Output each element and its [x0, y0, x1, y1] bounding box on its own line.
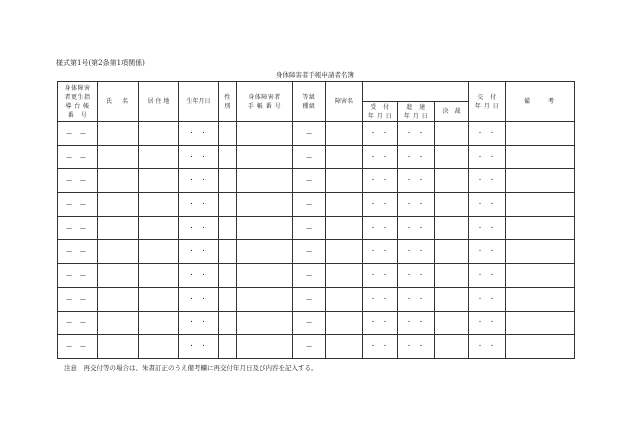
cell-name[interactable] [98, 122, 139, 146]
cell-birthdate[interactable]: ・ ・ [179, 264, 219, 288]
cell-decision[interactable] [435, 264, 469, 288]
col-grade: 等級 種級 [293, 82, 326, 122]
cell-birthdate[interactable]: ・ ・ [179, 335, 219, 359]
cell-residence[interactable] [139, 264, 179, 288]
cell-grade[interactable]: — [293, 193, 326, 217]
cell-issued[interactable]: ・ ・ [469, 122, 506, 146]
cell-grade[interactable]: — [293, 287, 326, 311]
cell-disability-name[interactable] [326, 193, 363, 217]
cell-name[interactable] [98, 287, 139, 311]
footnote: 注意 再交付等の場合は、朱書訂正のうえ備考欄に再交付年月日及び内容を記入する。 [64, 364, 318, 372]
cell-disability-name[interactable] [326, 145, 363, 169]
cell-forwarded[interactable]: ・ ・ [398, 193, 435, 217]
cell-received[interactable]: ・ ・ [363, 335, 398, 359]
cell-issued[interactable]: ・ ・ [469, 311, 506, 335]
cell-issued[interactable]: ・ ・ [469, 264, 506, 288]
col-issued: 交 付 年 月 日 [469, 82, 506, 122]
cell-handbook-no[interactable] [237, 122, 293, 146]
col-residence: 居 住 地 [139, 82, 179, 122]
col-registry-no: 身体障害 者更生指 導 台 帳 番 号 [58, 82, 98, 122]
cell-sex[interactable] [219, 216, 237, 240]
cell-disability-name[interactable] [326, 287, 363, 311]
cell-decision[interactable] [435, 169, 469, 193]
cell-residence[interactable] [139, 335, 179, 359]
cell-registry-no[interactable]: — — [58, 145, 98, 169]
cell-issued[interactable]: ・ ・ [469, 335, 506, 359]
cell-name[interactable] [98, 193, 139, 217]
cell-sex[interactable] [219, 287, 237, 311]
col-disability-name: 障害名 [326, 82, 363, 122]
cell-sex[interactable] [219, 169, 237, 193]
table-row [58, 264, 575, 288]
cell-received[interactable]: ・ ・ [363, 145, 398, 169]
cell-residence[interactable] [139, 122, 179, 146]
cell-disability-name[interactable] [326, 240, 363, 264]
col-processing-group [363, 82, 469, 102]
cell-grade[interactable]: — [293, 311, 326, 335]
cell-residence[interactable] [139, 145, 179, 169]
cell-decision[interactable] [435, 216, 469, 240]
table-row [58, 193, 575, 217]
cell-residence[interactable] [139, 311, 179, 335]
cell-birthdate[interactable]: ・ ・ [179, 311, 219, 335]
cell-received[interactable]: ・ ・ [363, 240, 398, 264]
cell-sex[interactable] [219, 264, 237, 288]
table-row [58, 169, 575, 193]
cell-name[interactable] [98, 240, 139, 264]
cell-registry-no[interactable]: — — [58, 216, 98, 240]
cell-birthdate[interactable]: ・ ・ [179, 240, 219, 264]
cell-registry-no[interactable]: — — [58, 335, 98, 359]
cell-residence[interactable] [139, 169, 179, 193]
cell-forwarded[interactable]: ・ ・ [398, 145, 435, 169]
table-row [58, 122, 575, 146]
cell-decision[interactable] [435, 335, 469, 359]
cell-grade[interactable]: — [293, 335, 326, 359]
cell-remarks[interactable] [506, 145, 575, 169]
cell-issued[interactable]: ・ ・ [469, 216, 506, 240]
col-sex: 性 別 [219, 82, 237, 122]
col-birthdate: 生年月日 [179, 82, 219, 122]
cell-grade[interactable]: — [293, 264, 326, 288]
cell-remarks[interactable] [506, 264, 575, 288]
cell-registry-no[interactable]: — — [58, 264, 98, 288]
table-header-row [58, 82, 575, 102]
cell-remarks[interactable] [506, 193, 575, 217]
cell-name[interactable] [98, 311, 139, 335]
cell-handbook-no[interactable] [237, 264, 293, 288]
cell-grade[interactable]: — [293, 145, 326, 169]
cell-remarks[interactable] [506, 169, 575, 193]
cell-forwarded[interactable]: ・ ・ [398, 287, 435, 311]
cell-sex[interactable] [219, 193, 237, 217]
cell-decision[interactable] [435, 287, 469, 311]
cell-birthdate[interactable]: ・ ・ [179, 145, 219, 169]
cell-name[interactable] [98, 216, 139, 240]
cell-remarks[interactable] [506, 122, 575, 146]
cell-forwarded[interactable]: ・ ・ [398, 335, 435, 359]
cell-name[interactable] [98, 145, 139, 169]
applicant-register-table [57, 81, 575, 359]
cell-grade[interactable]: — [293, 122, 326, 146]
cell-forwarded[interactable]: ・ ・ [398, 264, 435, 288]
cell-remarks[interactable] [506, 240, 575, 264]
cell-received[interactable]: ・ ・ [363, 169, 398, 193]
cell-handbook-no[interactable] [237, 311, 293, 335]
cell-decision[interactable] [435, 122, 469, 146]
col-name: 氏 名 [98, 82, 139, 122]
cell-residence[interactable] [139, 216, 179, 240]
cell-forwarded[interactable]: ・ ・ [398, 122, 435, 146]
cell-name[interactable] [98, 169, 139, 193]
cell-forwarded[interactable]: ・ ・ [398, 169, 435, 193]
table-row [58, 311, 575, 335]
cell-decision[interactable] [435, 240, 469, 264]
cell-grade[interactable]: — [293, 169, 326, 193]
cell-grade[interactable]: — [293, 240, 326, 264]
cell-name[interactable] [98, 264, 139, 288]
cell-birthdate[interactable]: ・ ・ [179, 193, 219, 217]
cell-disability-name[interactable] [326, 264, 363, 288]
cell-issued[interactable]: ・ ・ [469, 240, 506, 264]
cell-birthdate[interactable]: ・ ・ [179, 287, 219, 311]
cell-remarks[interactable] [506, 335, 575, 359]
cell-sex[interactable] [219, 145, 237, 169]
cell-remarks[interactable] [506, 287, 575, 311]
cell-received[interactable]: ・ ・ [363, 216, 398, 240]
cell-sex[interactable] [219, 311, 237, 335]
cell-issued[interactable]: ・ ・ [469, 145, 506, 169]
table-row [58, 216, 575, 240]
cell-registry-no[interactable]: — — [58, 169, 98, 193]
cell-name[interactable] [98, 335, 139, 359]
cell-forwarded[interactable]: ・ ・ [398, 216, 435, 240]
cell-disability-name[interactable] [326, 335, 363, 359]
cell-birthdate[interactable]: ・ ・ [179, 216, 219, 240]
col-forwarded: 進 達 年 月 日 [398, 102, 435, 122]
col-decision: 決 裁 [435, 102, 469, 122]
cell-disability-name[interactable] [326, 216, 363, 240]
col-handbook-no: 身体障害者 手 帳 番 号 [237, 82, 293, 122]
cell-received[interactable]: ・ ・ [363, 311, 398, 335]
cell-registry-no[interactable]: — — [58, 287, 98, 311]
cell-forwarded[interactable]: ・ ・ [398, 240, 435, 264]
cell-registry-no[interactable]: — — [58, 122, 98, 146]
cell-remarks[interactable] [506, 311, 575, 335]
cell-decision[interactable] [435, 193, 469, 217]
cell-issued[interactable]: ・ ・ [469, 287, 506, 311]
cell-issued[interactable]: ・ ・ [469, 193, 506, 217]
cell-remarks[interactable] [506, 216, 575, 240]
cell-decision[interactable] [435, 311, 469, 335]
cell-decision[interactable] [435, 145, 469, 169]
cell-disability-name[interactable] [326, 169, 363, 193]
cell-handbook-no[interactable] [237, 193, 293, 217]
cell-disability-name[interactable] [326, 122, 363, 146]
table-row [58, 335, 575, 359]
cell-sex[interactable] [219, 335, 237, 359]
col-remarks: 備 考 [506, 82, 575, 122]
cell-sex[interactable] [219, 240, 237, 264]
table-row [58, 240, 575, 264]
cell-received[interactable]: ・ ・ [363, 264, 398, 288]
cell-birthdate[interactable]: ・ ・ [179, 169, 219, 193]
cell-birthdate[interactable]: ・ ・ [179, 122, 219, 146]
cell-received[interactable]: ・ ・ [363, 193, 398, 217]
cell-registry-no[interactable]: — — [58, 240, 98, 264]
form-number-label: 様式第1号(第2条第1項関係) [56, 59, 145, 67]
cell-registry-no[interactable]: — — [58, 193, 98, 217]
cell-sex[interactable] [219, 122, 237, 146]
cell-issued[interactable]: ・ ・ [469, 169, 506, 193]
cell-handbook-no[interactable] [237, 240, 293, 264]
page-title: 身体障害者手帳申請者名簿 [276, 71, 354, 79]
cell-received[interactable]: ・ ・ [363, 287, 398, 311]
cell-handbook-no[interactable] [237, 335, 293, 359]
cell-residence[interactable] [139, 193, 179, 217]
cell-handbook-no[interactable] [237, 145, 293, 169]
cell-handbook-no[interactable] [237, 287, 293, 311]
cell-grade[interactable]: — [293, 216, 326, 240]
cell-residence[interactable] [139, 287, 179, 311]
col-received: 受 付 年 月 日 [363, 102, 398, 122]
cell-forwarded[interactable]: ・ ・ [398, 311, 435, 335]
cell-handbook-no[interactable] [237, 169, 293, 193]
cell-registry-no[interactable]: — — [58, 311, 98, 335]
cell-handbook-no[interactable] [237, 216, 293, 240]
cell-residence[interactable] [139, 240, 179, 264]
cell-disability-name[interactable] [326, 311, 363, 335]
cell-received[interactable]: ・ ・ [363, 122, 398, 146]
table-row [58, 287, 575, 311]
table-row [58, 145, 575, 169]
